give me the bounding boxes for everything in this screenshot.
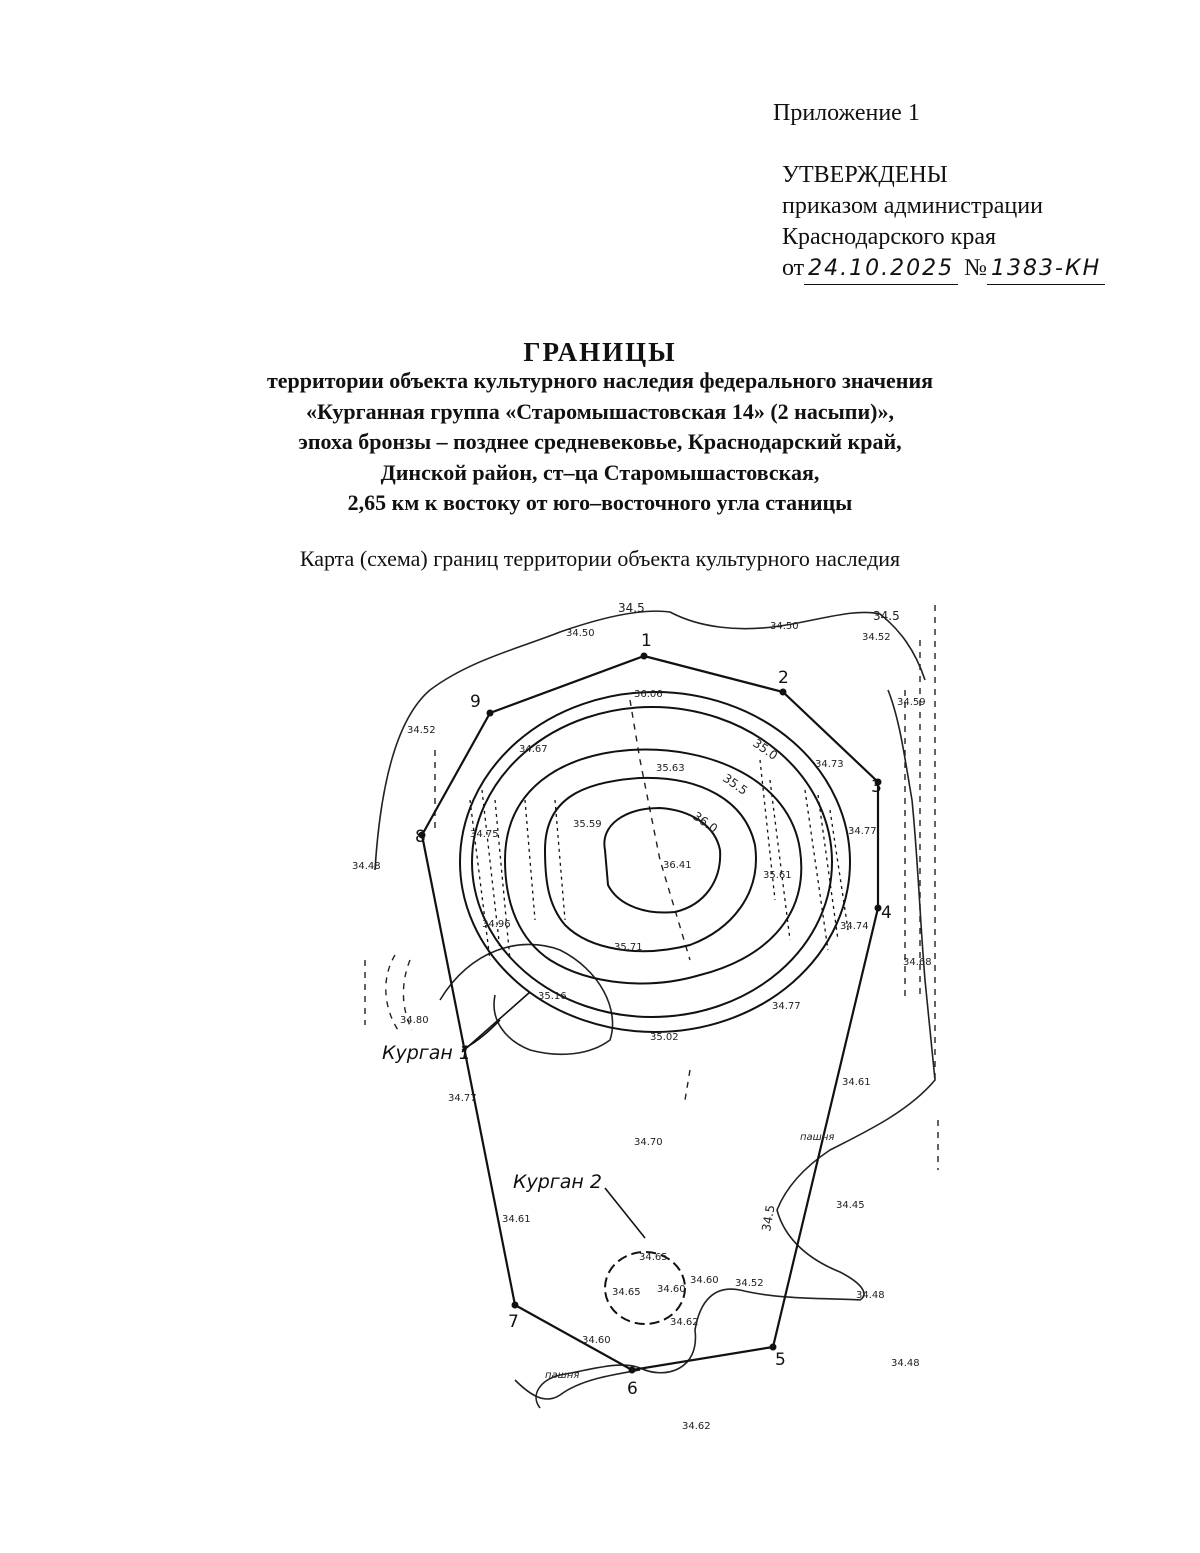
vertex-1 xyxy=(641,653,648,660)
elev-35: 34.60 xyxy=(582,1335,611,1346)
contour-label-34-5-top-right: 34.5 xyxy=(873,609,900,623)
elev-21: 35.02 xyxy=(650,1032,679,1043)
approval-number: 1383-КН xyxy=(987,253,1105,285)
elev-4: 34.52 xyxy=(407,725,436,736)
elevation-marks xyxy=(352,621,932,1432)
date-prefix: от xyxy=(782,255,805,281)
elev-32: 34.52 xyxy=(735,1278,764,1289)
elev-23: 34.77 xyxy=(448,1093,477,1104)
terrain-lines xyxy=(375,611,935,1408)
elev-2: 34.50 xyxy=(770,621,799,632)
elev-14: 35.63 xyxy=(656,763,685,774)
elev-25: 34.70 xyxy=(634,1137,663,1148)
appendix-label: Приложение 1 xyxy=(773,100,920,126)
elev-16: 36.41 xyxy=(663,860,692,871)
elev-11: 34.96 xyxy=(482,919,511,930)
elev-26: 34.45 xyxy=(836,1200,865,1211)
dashed-mark-6 xyxy=(386,955,398,1030)
approved-title: УТВЕРЖДЕНЫ xyxy=(782,162,948,188)
mound-1-hatching xyxy=(470,760,848,960)
hatch-5 xyxy=(818,795,838,940)
elev-7: 34.73 xyxy=(815,759,844,770)
contour-label-34-5-right: 34.5 xyxy=(759,1203,778,1233)
elev-28: 34.65 xyxy=(639,1252,668,1263)
subtitle-line-3: эпоха бронзы – позднее средневековье, Краснодарский край, xyxy=(298,429,902,454)
point-number-1: 1 xyxy=(641,631,652,651)
elev-18: 35.71 xyxy=(614,942,643,953)
contour-line-left xyxy=(440,944,613,1054)
dashed-mark-10 xyxy=(630,700,690,960)
kurgan-2-label: Курган 2 xyxy=(513,1171,602,1193)
hatch-9 xyxy=(525,800,535,920)
mound-1-outer-contour xyxy=(460,692,850,1032)
vertex-2 xyxy=(780,689,787,696)
dashed-mark-8 xyxy=(685,1070,690,1100)
point-number-6: 6 xyxy=(627,1379,638,1399)
vertex-7 xyxy=(512,1302,519,1309)
hatch-10 xyxy=(555,800,565,920)
subtitle-line-1: территории объекта культурного наследия федерального значения xyxy=(266,368,934,393)
elev-33: 34.48 xyxy=(856,1290,885,1301)
point-number-4: 4 xyxy=(881,903,892,923)
elev-22: 34.77 xyxy=(772,1001,801,1012)
subtitle-line-5: 2,65 км к востоку от юго–восточного угла станицы xyxy=(347,490,853,515)
elev-12: 34.74 xyxy=(840,921,869,932)
approved-by-line-1: приказом администрации xyxy=(782,193,1043,219)
elev-29: 34.65 xyxy=(612,1287,641,1298)
contour-label-34-5-top-left: 34.5 xyxy=(618,601,645,615)
kurgan-1-label: Курган 1 xyxy=(382,1042,471,1064)
number-prefix: № xyxy=(964,255,988,281)
elev-24: 34.61 xyxy=(842,1077,871,1088)
point-number-9: 9 xyxy=(470,692,481,712)
boundary-point-numbers xyxy=(415,631,892,1399)
elev-36: 34.48 xyxy=(891,1358,920,1369)
approved-by-line-2: Краснодарского края xyxy=(782,224,997,250)
point-number-3: 3 xyxy=(871,777,882,797)
elev-19: 35.16 xyxy=(538,991,567,1002)
mound-1-contour-3 xyxy=(505,750,801,984)
contour-label-35-0: 35.0 xyxy=(750,735,781,763)
elev-1: 34.50 xyxy=(566,628,595,639)
document-title: ГРАНИЦЫ xyxy=(523,337,677,367)
subtitle-line-2: «Курганная группа «Старомышастовская 14» (2 насыпи)», xyxy=(306,398,894,424)
elev-30: 34.60 xyxy=(657,1284,686,1295)
contour-label-35-5: 35.5 xyxy=(720,770,751,798)
elev-34: 34.62 xyxy=(670,1317,699,1328)
elev-17: 35.61 xyxy=(763,870,792,881)
elev-10: 34.48 xyxy=(352,861,381,872)
elev-27: 34.61 xyxy=(502,1214,531,1225)
elev-5: 34.59 xyxy=(897,697,926,708)
vertex-9 xyxy=(487,710,494,717)
leader-kurgan-2 xyxy=(605,1188,645,1238)
mound-1-contour-4 xyxy=(545,778,756,951)
plowland-label-2: пашня xyxy=(545,1370,580,1381)
vertex-6 xyxy=(629,1367,636,1374)
elev-38: 36.06 xyxy=(634,689,663,700)
point-number-8: 8 xyxy=(415,827,426,847)
elev-31: 34.60 xyxy=(690,1275,719,1286)
contour-label-36-0: 36.0 xyxy=(690,808,721,836)
approval-date: 24.10.2025 xyxy=(804,253,958,285)
mound-1 xyxy=(460,692,850,1032)
elev-6: 34.67 xyxy=(519,744,548,755)
elev-13: 34.68 xyxy=(903,957,932,968)
hatch-3 xyxy=(495,800,510,960)
point-number-2: 2 xyxy=(778,668,789,688)
elev-3: 34.52 xyxy=(862,632,891,643)
elev-15: 35.59 xyxy=(573,819,602,830)
elev-9: 34.77 xyxy=(848,826,877,837)
subtitle-line-4: Динской район, ст–ца Старомышастовская, xyxy=(380,459,820,485)
plowland-label-1: пашня xyxy=(800,1132,835,1143)
elev-8: 34.75 xyxy=(470,829,499,840)
map-caption: Карта (схема) границ территории объекта культурного наследия xyxy=(299,546,901,571)
elev-37: 34.62 xyxy=(682,1421,711,1432)
point-number-5: 5 xyxy=(775,1350,786,1370)
elev-20: 34.80 xyxy=(400,1015,429,1026)
point-number-7: 7 xyxy=(508,1312,519,1332)
